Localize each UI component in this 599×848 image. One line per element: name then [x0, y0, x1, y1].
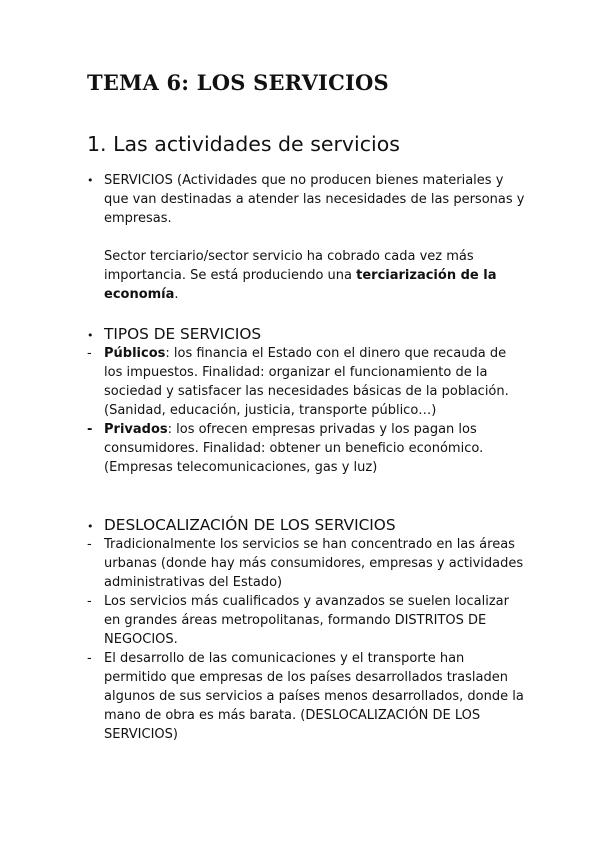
intro-section: [87, 171, 527, 304]
deslocalizacion-heading: DESLOCALIZACIÓN DE LOS SERVICIOS: [104, 516, 396, 534]
deslocalizacion-section: [87, 516, 527, 744]
bullet-marker: •: [87, 329, 94, 342]
tipos-heading-item: [87, 325, 527, 344]
list-item-text: El desarrollo de las comunicaciones y el transporte han permitido que empresas de los países desarrollados trasladen algunos de sus servicios a países menos desarrollados, donde la mano de obra es más barata. (DESLOCALIZACIÓN DE LOS SERVICIOS): [104, 651, 524, 742]
privados-text: : los ofrecen empresas privadas y los pagan los consumidores. Finalidad: obtener un beneficio económico. (Empresas telecomunicaciones, gas y luz): [104, 422, 484, 475]
deslocalizacion-heading-item: [87, 516, 527, 535]
publicos-text: : los financia el Estado con el dinero que recauda de los impuestos. Finalidad: organizar el funcionamiento de la sociedad y satisfacer las necesidades básicas de la población. (Sanidad, educación, justicia, transporte público…): [104, 346, 509, 418]
dash-marker: -: [87, 651, 92, 666]
list-item: [87, 649, 527, 744]
intro-paragraph-text: Sector terciario/sector servicio ha cobrado cada vez más importancia. Se está produciendo una: [104, 249, 474, 283]
list-item-privados: [87, 420, 527, 477]
list-item: [87, 592, 527, 649]
intro-bullet-text: SERVICIOS (Actividades que no producen bienes materiales y que van destinadas a atender las necesidades de las personas y empresas.: [104, 173, 525, 226]
list-item-publicos: [87, 344, 527, 420]
term-privados: Privados: [104, 422, 168, 437]
dash-marker: -: [87, 346, 92, 361]
dash-marker: -: [87, 537, 92, 552]
intro-paragraph-suffix: .: [174, 287, 179, 302]
tipos-heading: TIPOS DE SERVICIOS: [104, 325, 262, 343]
intro-paragraph-bold: terciarización de la economía: [104, 268, 497, 302]
dash-marker: -: [87, 594, 92, 609]
list-item-text: Los servicios más cualificados y avanzados se suelen localizar en grandes áreas metropolitanas, formando DISTRITOS DE NEGOCIOS.: [104, 594, 509, 647]
page-title: TEMA 6: LOS SERVICIOS: [87, 70, 389, 95]
dash-marker: -: [87, 422, 93, 437]
tipos-section: [87, 325, 527, 477]
list-item-text: Tradicionalmente los servicios se han concentrado en las áreas urbanas (donde hay más consumidores, empresas y actividades administrativas del Estado): [104, 537, 524, 590]
intro-bullet-item: [87, 171, 527, 228]
bullet-marker: •: [87, 174, 94, 187]
list-item: [87, 535, 527, 592]
intro-paragraph: [87, 247, 527, 304]
section-heading: 1. Las actividades de servicios: [87, 132, 400, 156]
bullet-marker: •: [87, 520, 94, 533]
term-publicos: Públicos: [104, 346, 166, 361]
